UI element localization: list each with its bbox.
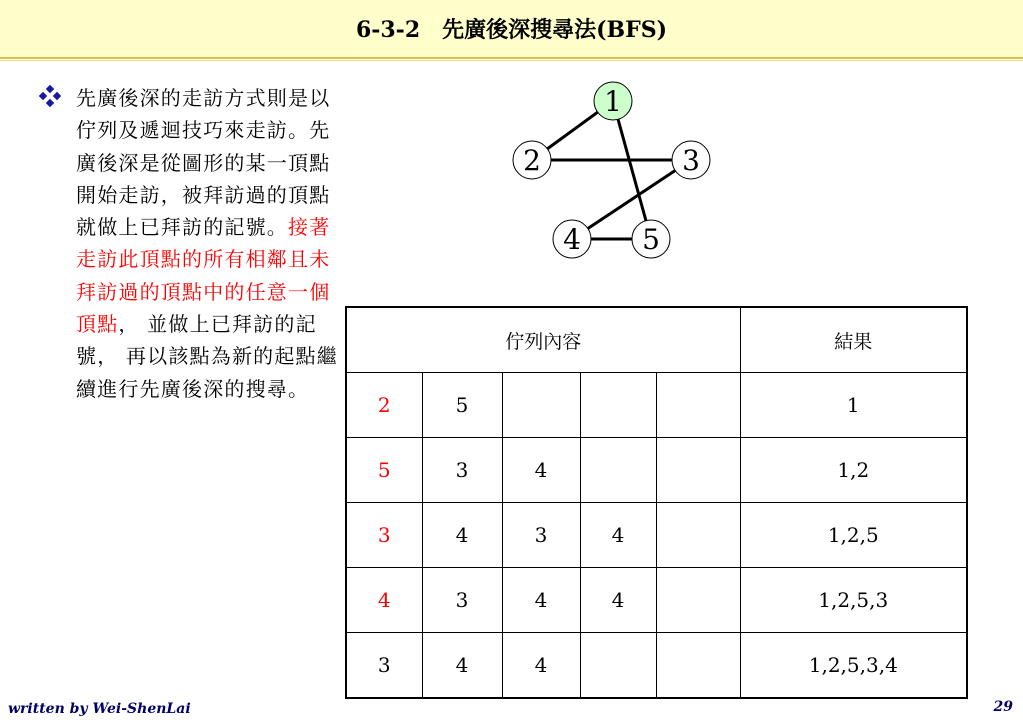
graph-node-label: 2 [523, 144, 541, 177]
graph-node-label: 4 [563, 223, 581, 256]
queue-cell: 4 [580, 568, 656, 633]
result-cell: 1,2,5,3,4 [740, 633, 967, 699]
title-divider-secondary [0, 60, 1023, 61]
queue-cell [580, 438, 656, 503]
queue-cell: 3 [346, 503, 422, 568]
queue-cell: 3 [502, 503, 580, 568]
result-cell: 1,2,5,3 [740, 568, 967, 633]
result-cell: 1,2 [740, 438, 967, 503]
queue-cell [656, 438, 740, 503]
queue-cell: 5 [422, 373, 502, 438]
graph-node-3 [672, 141, 710, 179]
graph-node-2 [513, 141, 551, 179]
table-row [346, 373, 967, 438]
graph-diagram [500, 72, 730, 272]
queue-cell: 4 [502, 568, 580, 633]
queue-cell [656, 568, 740, 633]
bullet-text-highlight: 接著走訪此頂點的所有相鄰且未拜訪過的頂點中的任意一個頂點 [76, 215, 331, 337]
queue-cell [656, 503, 740, 568]
queue-cell: 4 [580, 503, 656, 568]
table-row [346, 568, 967, 633]
header-queue: 佇列內容 [346, 307, 740, 373]
bfs-queue-table [345, 306, 968, 699]
bullet-text-part-2: ， 並做上已拜訪的記號， 再以該點為新的起點繼續進行先廣後深的搜尋。 [76, 312, 338, 401]
header-result: 結果 [740, 307, 967, 373]
graph-node-label: 1 [604, 85, 622, 118]
table-header-row [346, 307, 967, 373]
queue-cell: 4 [346, 568, 422, 633]
queue-cell: 4 [502, 633, 580, 699]
queue-cell: 4 [422, 503, 502, 568]
bullet-text [76, 82, 348, 405]
footer-author: written by Wei-ShenLai [8, 701, 191, 717]
graph-node-1 [594, 82, 632, 120]
graph-node-5 [632, 220, 670, 258]
queue-cell [656, 633, 740, 699]
edge-1-5 [613, 101, 651, 239]
queue-cell [580, 633, 656, 699]
queue-cell [580, 373, 656, 438]
graph-node-label: 5 [642, 223, 660, 256]
queue-cell: 3 [346, 633, 422, 699]
table-row [346, 438, 967, 503]
queue-cell: 4 [502, 438, 580, 503]
queue-cell [502, 373, 580, 438]
result-cell: 1,2,5 [740, 503, 967, 568]
page-number: 29 [993, 699, 1013, 715]
result-cell: 1 [740, 373, 967, 438]
queue-cell: 3 [422, 568, 502, 633]
queue-cell [656, 373, 740, 438]
queue-cell: 5 [346, 438, 422, 503]
diamond-bullet-icon [38, 84, 62, 108]
title-bar [0, 0, 1023, 57]
bullet-text-part-1: 先廣後深的走訪方式則是以佇列及遞迴技巧來走訪。先廣後深是從圖形的某一頂點開始走訪，被拜訪過的頂點就做上已拜訪的記號。 [76, 86, 331, 240]
table-row [346, 633, 967, 699]
graph-node-4 [553, 220, 591, 258]
queue-cell: 4 [422, 633, 502, 699]
queue-cell: 2 [346, 373, 422, 438]
graph-node-label: 3 [682, 144, 700, 177]
title-divider [0, 57, 1023, 59]
queue-cell: 3 [422, 438, 502, 503]
table-row [346, 503, 967, 568]
page-title: 6-3-2 先廣後深搜尋法(BFS) [355, 17, 668, 43]
